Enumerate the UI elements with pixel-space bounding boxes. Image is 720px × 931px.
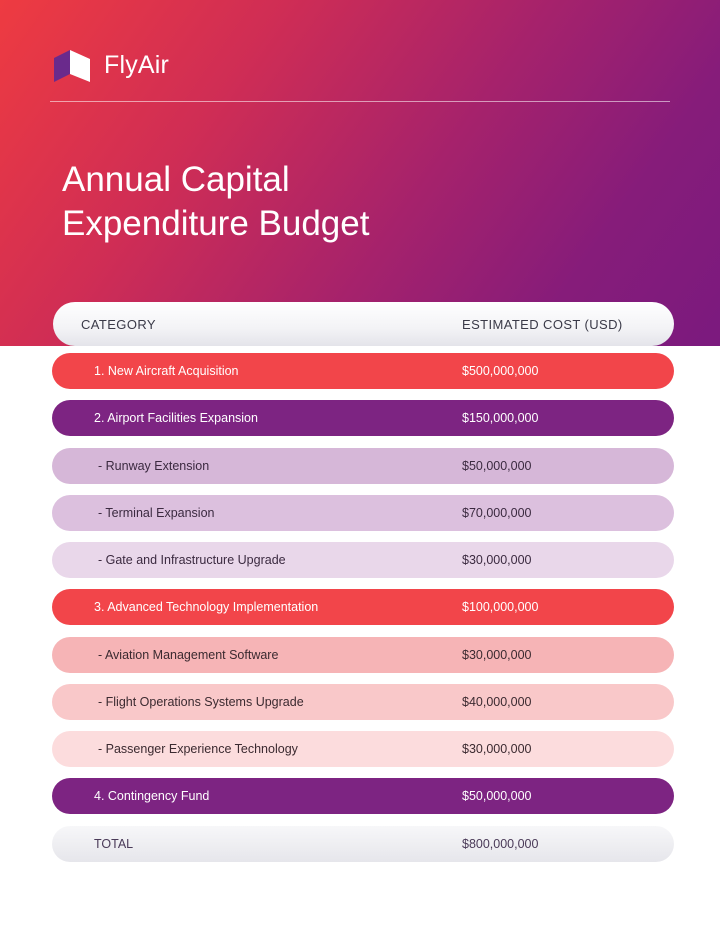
row-cost: $70,000,000	[462, 506, 532, 520]
row-cost: $150,000,000	[462, 411, 539, 425]
row-cost: $30,000,000	[462, 648, 532, 662]
header-divider	[50, 101, 670, 102]
row-cost: $500,000,000	[462, 364, 539, 378]
row-category: - Aviation Management Software	[98, 648, 279, 662]
page-title	[62, 158, 369, 246]
row-cost: $100,000,000	[462, 600, 539, 614]
table-row	[52, 495, 674, 531]
header-banner	[0, 0, 720, 346]
table-header	[53, 302, 674, 346]
table-row	[52, 448, 674, 484]
table-row	[52, 589, 674, 625]
table-total-row	[52, 826, 674, 862]
table-row	[52, 400, 674, 436]
table-row	[52, 353, 674, 389]
table-row	[52, 637, 674, 673]
table-row	[52, 542, 674, 578]
row-cost: $30,000,000	[462, 742, 532, 756]
brand-logo	[50, 48, 169, 82]
total-label: TOTAL	[94, 837, 134, 851]
total-cost: $800,000,000	[462, 837, 539, 851]
row-cost: $30,000,000	[462, 553, 532, 567]
row-category: - Terminal Expansion	[98, 506, 215, 520]
row-cost: $50,000,000	[462, 789, 532, 803]
table-row	[52, 731, 674, 767]
column-header-category: CATEGORY	[81, 316, 156, 332]
row-category: - Passenger Experience Technology	[98, 742, 298, 756]
row-category: 3. Advanced Technology Implementation	[94, 600, 319, 614]
brand-name: FlyAir	[104, 50, 170, 79]
page-title-line-1: Annual Capital	[62, 160, 290, 199]
row-category: - Gate and Infrastructure Upgrade	[98, 553, 286, 567]
column-header-cost: ESTIMATED COST (USD)	[462, 316, 623, 332]
row-cost: $40,000,000	[462, 695, 532, 709]
row-category: - Runway Extension	[98, 459, 210, 473]
page-title-line-2: Expenditure Budget	[62, 204, 370, 243]
row-cost: $50,000,000	[462, 459, 532, 473]
table-row	[52, 778, 674, 814]
flyair-logo-icon	[50, 48, 92, 82]
table-row	[52, 684, 674, 720]
row-category: 4. Contingency Fund	[94, 789, 210, 803]
row-category: - Flight Operations Systems Upgrade	[98, 695, 304, 709]
row-category: 1. New Aircraft Acquisition	[94, 364, 239, 378]
row-category: 2. Airport Facilities Expansion	[94, 411, 258, 425]
